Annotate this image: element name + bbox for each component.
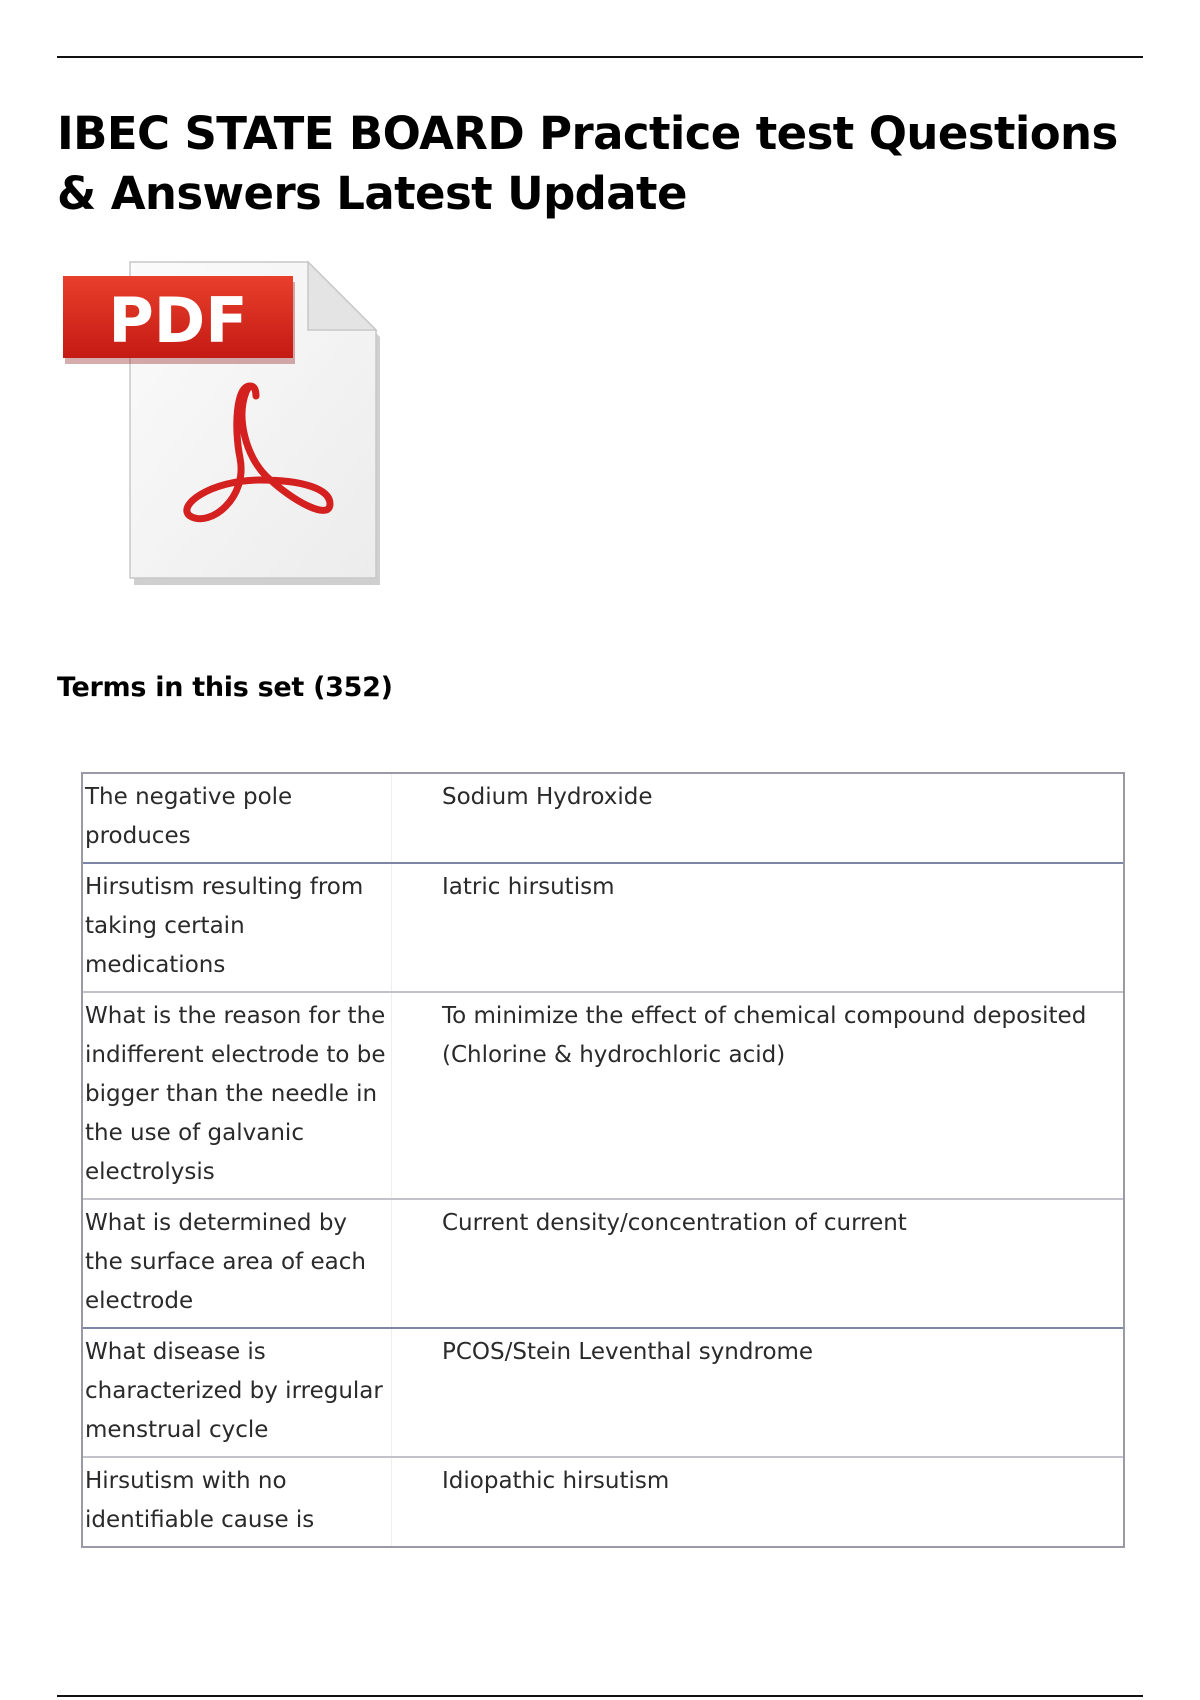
term-text: Hirsutism with no identifiable cause is [83, 1458, 392, 1546]
bottom-divider [57, 1695, 1143, 1697]
definition-text: To minimize the effect of chemical compound deposited (Chlorine & hydrochloric acid) [442, 1003, 1087, 1068]
terms-table [81, 772, 1125, 1548]
definition-text: Sodium Hydroxide [442, 784, 653, 810]
definition-text: PCOS/Stein Leventhal syndrome [442, 1339, 814, 1365]
term-text: What is determined by the surface area of each electrode [83, 1200, 392, 1327]
term-row [83, 774, 1123, 862]
document-title: IBEC STATE BOARD Practice test Questions & Answers Latest Update [57, 107, 1118, 220]
term-text: The negative pole produces [83, 774, 392, 862]
term-row [83, 1198, 1123, 1327]
term-row [83, 1456, 1123, 1546]
terms-count-heading: Terms in this set (352) [57, 672, 393, 703]
term-text: Hirsutism resulting from taking certain medications [83, 864, 392, 991]
term-text: What is the reason for the indifferent electrode to be bigger than the needle in the use of galvanic electrolysis [83, 993, 392, 1198]
definition-text: Current density/concentration of current [442, 1210, 907, 1236]
term-row [83, 991, 1123, 1198]
term-row [83, 862, 1123, 991]
pdf-file-icon [60, 258, 380, 588]
definition-text: Iatric hirsutism [442, 874, 615, 900]
pdf-banner-label: PDF [108, 284, 248, 357]
term-text: What disease is characterized by irregular menstrual cycle [83, 1329, 392, 1456]
definition-text: Idiopathic hirsutism [442, 1468, 670, 1494]
term-row [83, 1327, 1123, 1456]
top-divider [57, 56, 1143, 58]
